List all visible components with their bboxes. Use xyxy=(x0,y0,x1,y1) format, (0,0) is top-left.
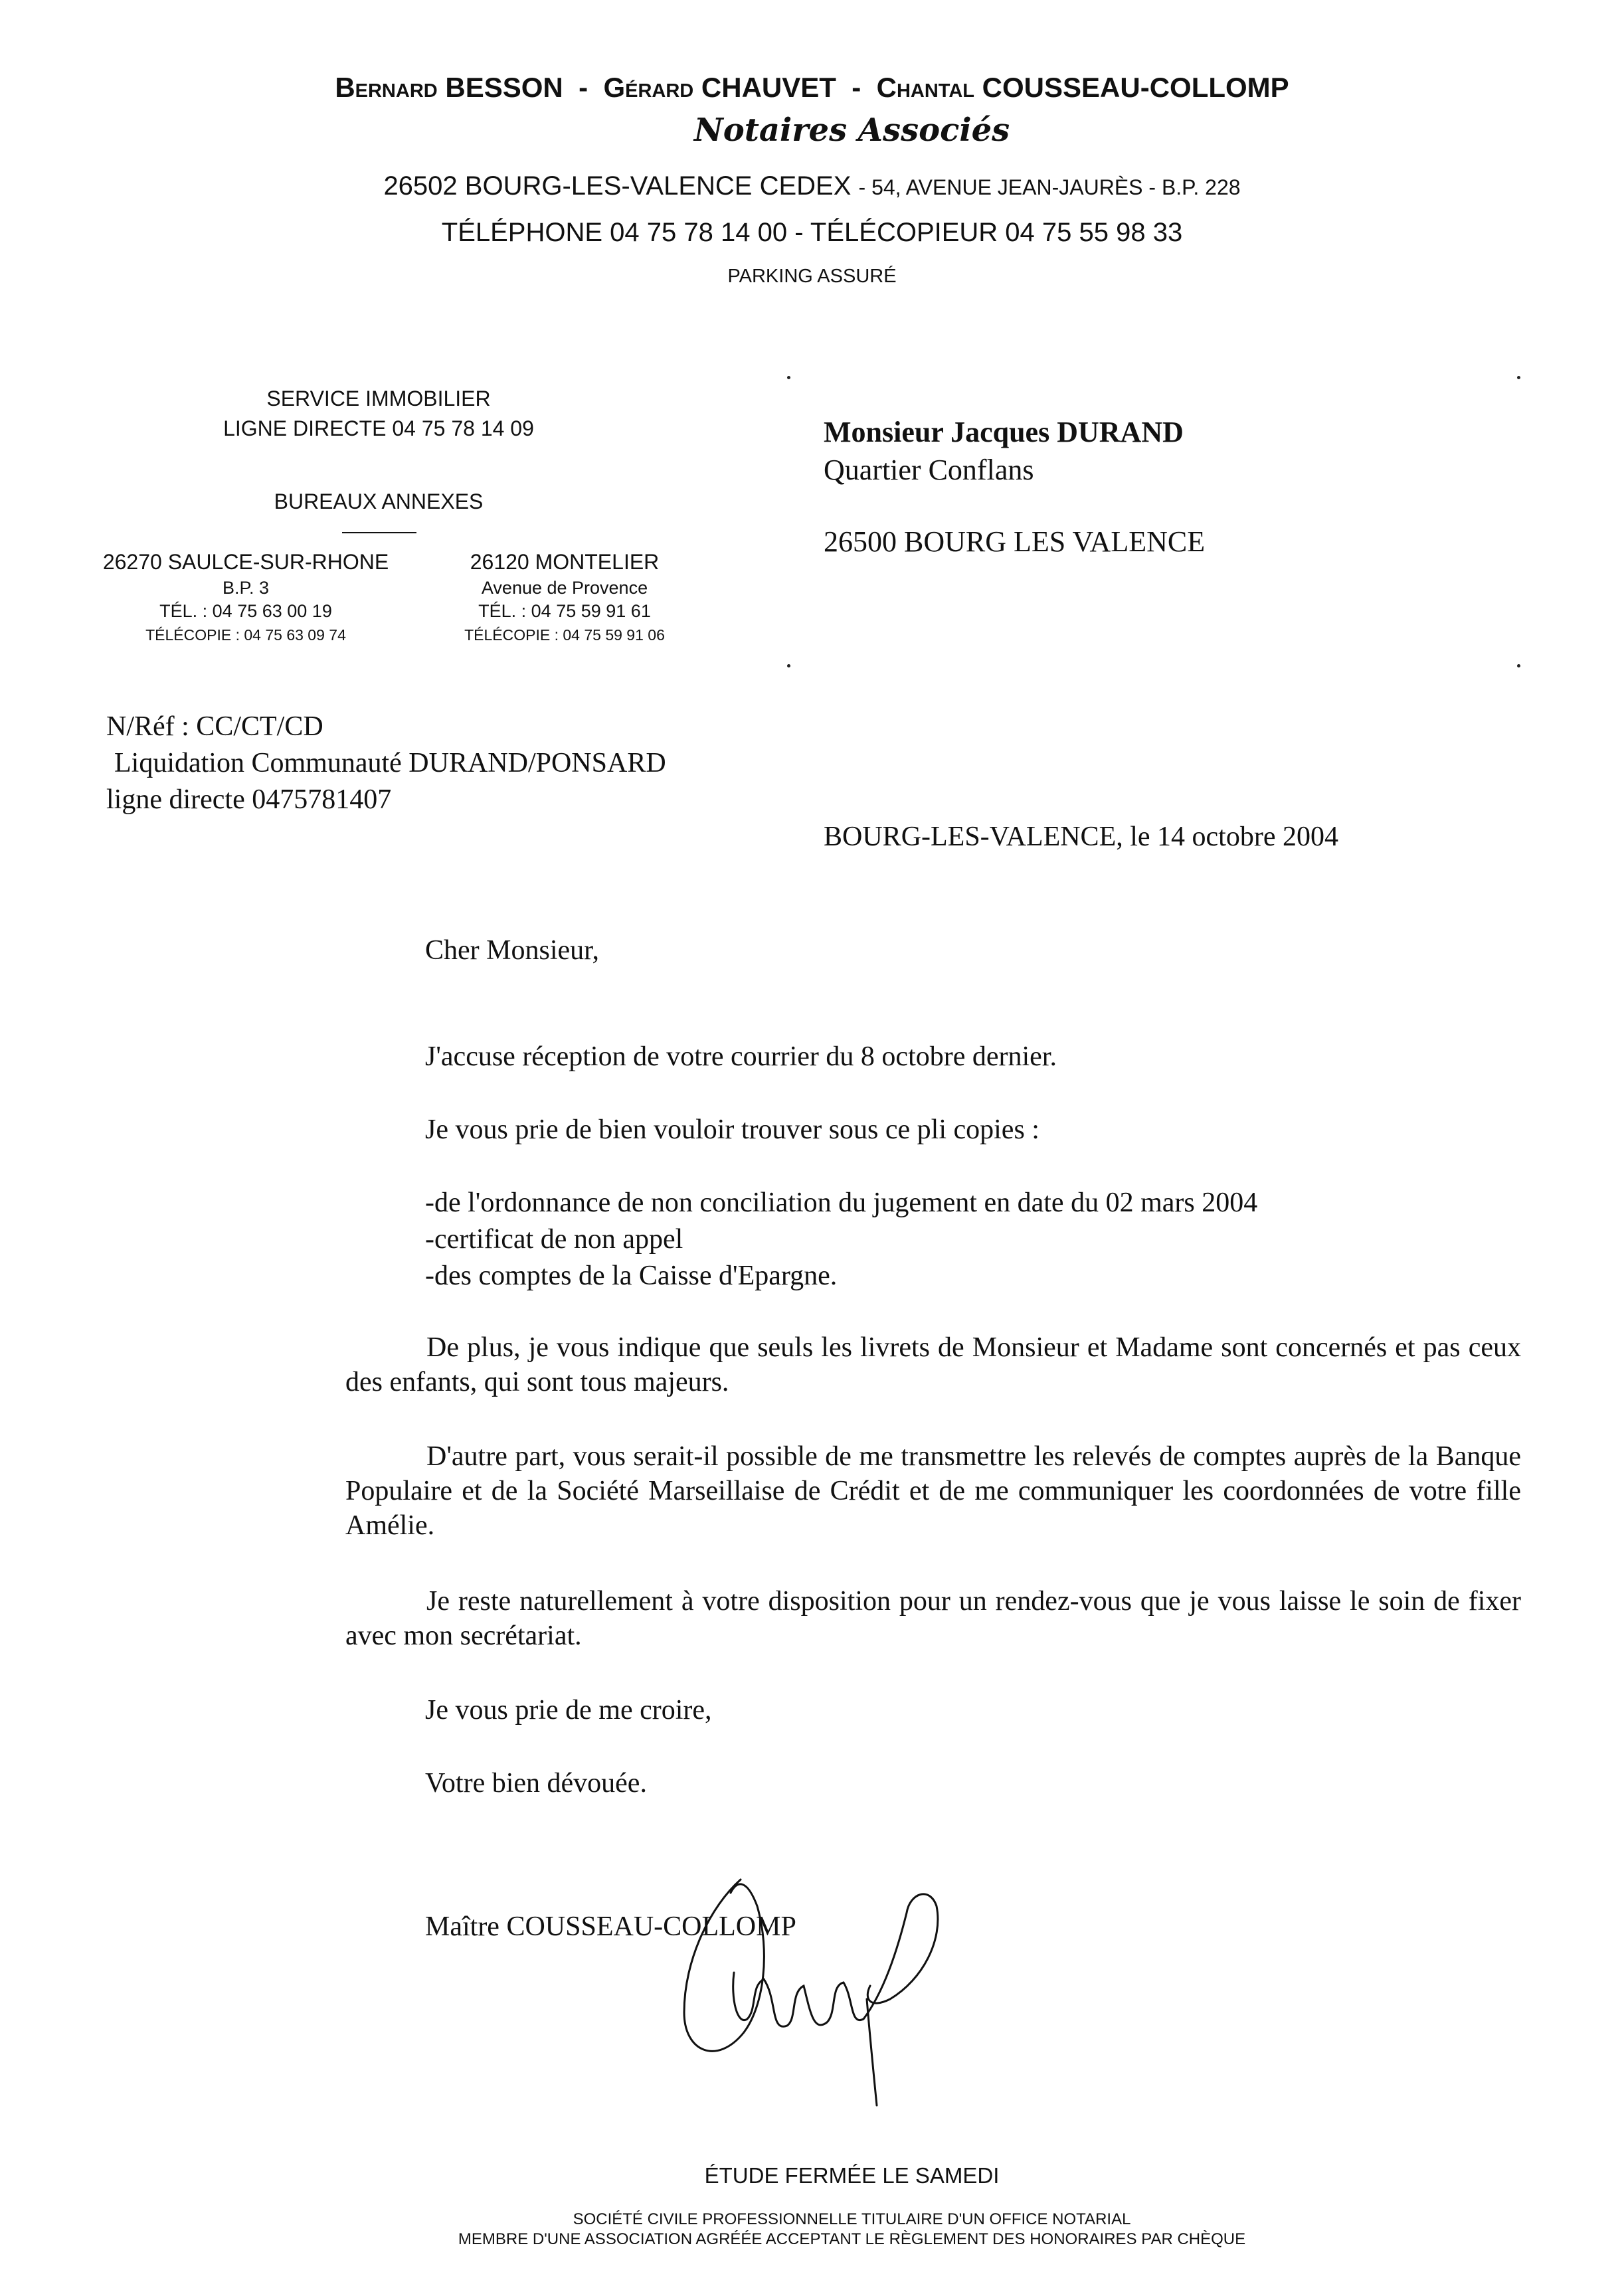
date-line: BOURG-LES-VALENCE, le 14 octobre 2004 xyxy=(824,822,1338,852)
partner2-first-name: Gérard xyxy=(603,72,694,103)
paragraph-availability-text: Je reste naturellement à votre disposition pour un rendez-vous que je vous laisse le soin de fixer avec mon secrétariat. xyxy=(345,1586,1521,1651)
recipient-name xyxy=(824,415,1184,449)
reference-subject: Liquidation Communauté DURAND/PONSARD xyxy=(114,748,666,778)
letterhead-subtitle: Notaires Associés xyxy=(693,112,1010,149)
office1-tel: TÉL. : 04 75 63 00 19 xyxy=(159,601,332,621)
list-item: -certificat de non appel xyxy=(425,1224,683,1255)
list-item: -des comptes de la Caisse d'Epargne. xyxy=(425,1261,838,1291)
salutation: Cher Monsieur, xyxy=(425,935,599,966)
signatory-name: Maître COUSSEAU-COLLOMP xyxy=(425,1911,796,1942)
office2-fax: TÉLÉCOPIE : 04 75 59 91 06 xyxy=(464,626,665,644)
paragraph-acknowledgement: J'accuse réception de votre courrier du 8 octobre dernier. xyxy=(425,1041,1057,1072)
letterhead-address xyxy=(0,171,1624,201)
recipient-last-name: DURAND xyxy=(1057,416,1184,448)
office1-city: 26270 SAULCE-SUR-RHONE xyxy=(102,550,389,574)
paragraph-request xyxy=(345,1439,1521,1543)
address-main: 26502 BOURG-LES-VALENCE CEDEX xyxy=(383,171,852,201)
recipient-name-prefix: Monsieur Jacques xyxy=(824,416,1050,448)
partner-separator: - xyxy=(579,72,588,103)
annexes-title: BUREAUX ANNEXES xyxy=(274,489,484,513)
list-item: -de l'ordonnance de non conciliation du jugement en date du 02 mars 2004 xyxy=(425,1188,1258,1218)
window-corner-mark xyxy=(1517,664,1520,667)
recipient-street: Quartier Conflans xyxy=(824,454,1034,486)
footer-legal-line-1: SOCIÉTÉ CIVILE PROFESSIONNELLE TITULAIRE D'UN OFFICE NOTARIAL xyxy=(573,2210,1131,2228)
letterhead-partners xyxy=(0,72,1624,104)
paragraph-request-text: D'autre part, vous serait-il possible de me transmettre les relevés de comptes auprès de la Banque Populaire et de la Société Marseillaise de Crédit et de me communiquer les coordonnées de votre fille Amélie. xyxy=(345,1441,1521,1541)
letterhead-phone: TÉLÉPHONE 04 75 78 14 00 - TÉLÉCOPIEUR 04 75 55 98 33 xyxy=(441,218,1183,247)
partner3-last-name: COUSSEAU-COLLOMP xyxy=(982,72,1289,103)
partner2-last-name: CHAUVET xyxy=(701,72,836,103)
handwritten-signature xyxy=(671,1866,950,2112)
paragraph-enclosures-intro: Je vous prie de bien vouloir trouver sous ce pli copies : xyxy=(425,1114,1039,1145)
service-direct-line: LIGNE DIRECTE 04 75 78 14 09 xyxy=(223,416,534,440)
footer-closed-notice: ÉTUDE FERMÉE LE SAMEDI xyxy=(704,2163,1000,2188)
window-corner-mark xyxy=(787,664,790,667)
reference-direct-line: ligne directe 0475781407 xyxy=(106,784,392,815)
window-corner-mark xyxy=(1517,376,1520,379)
office2-city: 26120 MONTELIER xyxy=(470,550,660,574)
partner-separator: - xyxy=(852,72,861,103)
paragraph-accounts-text: De plus, je vous indique que seuls les livrets de Monsieur et Madame sont concernés et pas ceux des enfants, qui sont tous majeurs. xyxy=(345,1332,1521,1397)
footer-legal xyxy=(0,2210,1624,2249)
annexes-divider xyxy=(342,532,416,533)
partner3-first-name: Chantal xyxy=(876,72,974,103)
office2-tel: TÉL. : 04 75 59 91 61 xyxy=(478,601,651,621)
closing-line-1: Je vous prie de me croire, xyxy=(425,1695,712,1725)
partner1-last-name: BESSON xyxy=(445,72,563,103)
office1-bp: B.P. 3 xyxy=(222,578,270,598)
office2-street: Avenue de Provence xyxy=(481,578,648,598)
paragraph-accounts xyxy=(345,1330,1521,1399)
footer-legal-line-2: MEMBRE D'UNE ASSOCIATION AGRÉÉE ACCEPTANT LE RÈGLEMENT DES HONORAIRES PAR CHÈQUE xyxy=(458,2230,1246,2248)
reference-code: N/Réf : CC/CT/CD xyxy=(106,711,323,742)
window-corner-mark xyxy=(787,376,790,379)
paragraph-availability xyxy=(345,1584,1521,1653)
closing-line-2: Votre bien dévouée. xyxy=(425,1768,647,1799)
office1-fax: TÉLÉCOPIE : 04 75 63 09 74 xyxy=(145,626,346,644)
partner1-first-name: Bernard xyxy=(335,72,438,103)
recipient-city: 26500 BOURG LES VALENCE xyxy=(824,525,1206,558)
service-title: SERVICE IMMOBILIER xyxy=(266,387,491,410)
address-detail: - 54, AVENUE JEAN-JAURÈS - B.P. 228 xyxy=(858,175,1241,199)
letterhead-parking: PARKING ASSURÉ xyxy=(727,266,897,287)
